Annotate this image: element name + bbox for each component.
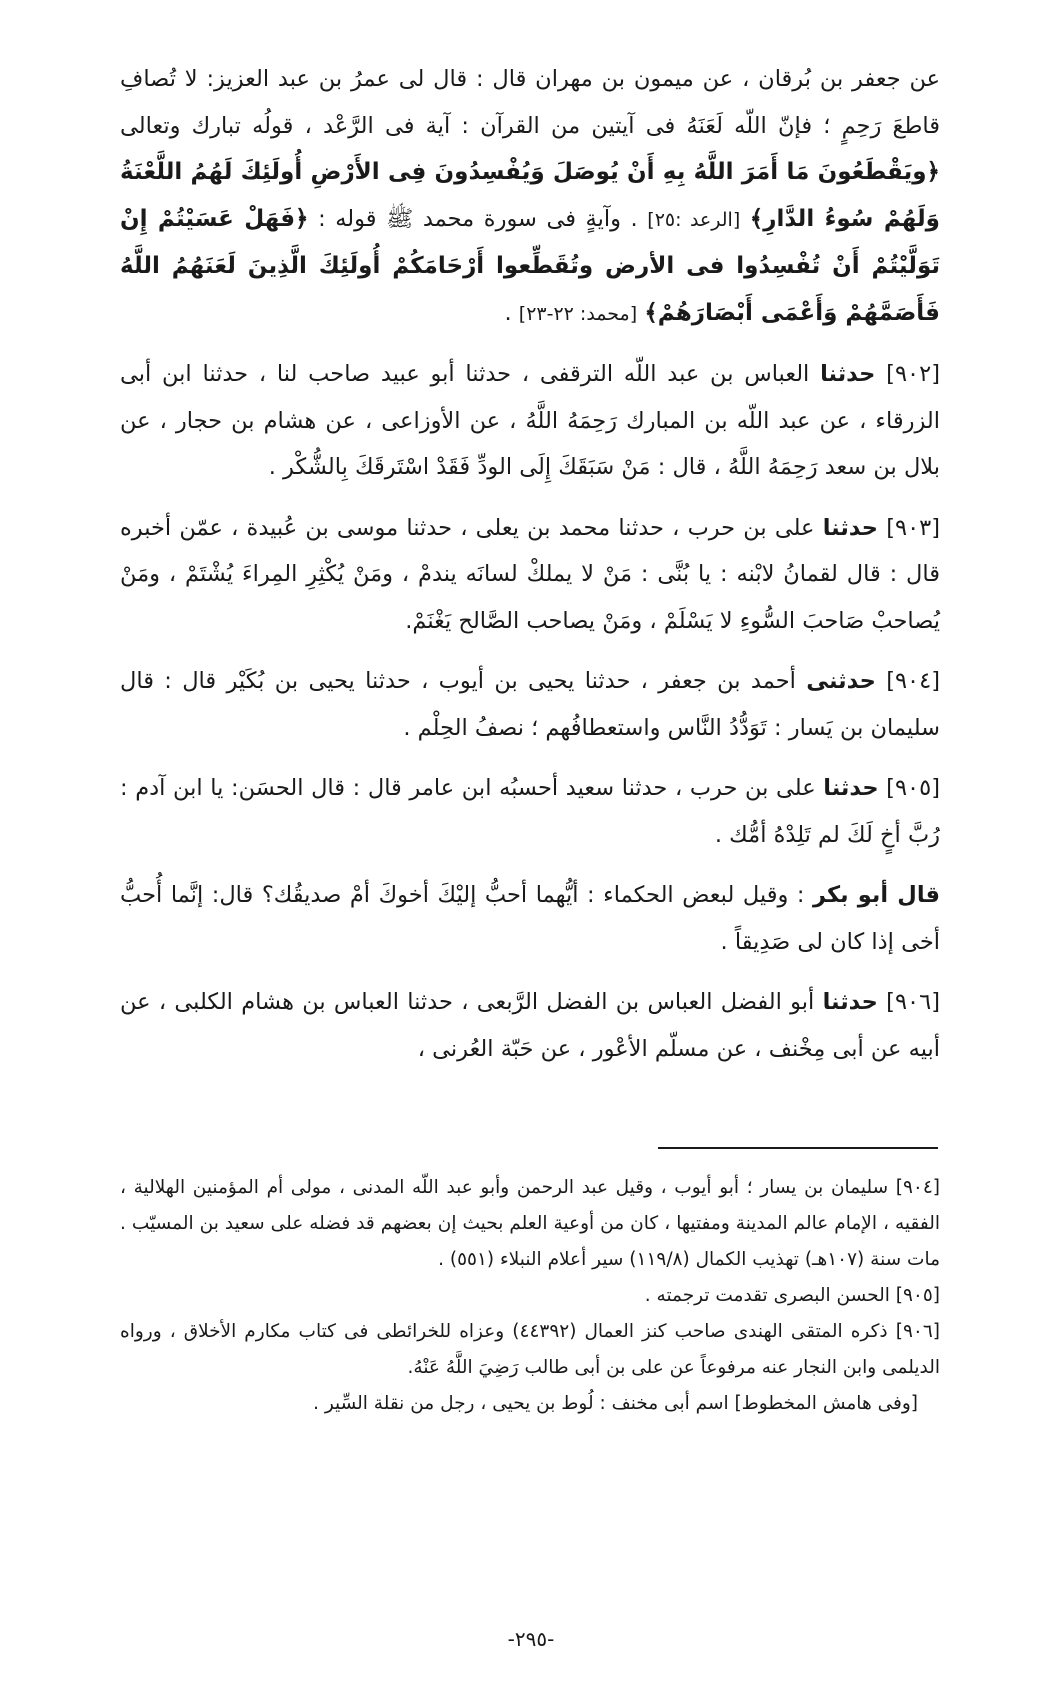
narration-number: [٩٠٥] [886, 775, 940, 801]
narration-lead: حدثنا [822, 514, 878, 541]
narration-text: : وقيل لبعض الحكماء : أيُّهما أحبُّ إليْكَ أخوكَ أمْ صديقُك؟ قال: إنَّما أُحبُّ أخى إذا كان لى صَدِيقاً . [120, 882, 940, 955]
narration-lead: حدثنا [822, 989, 878, 1015]
verse-ref-muhammad: [محمد: ٢٢-٢٣] [518, 302, 638, 325]
footnote-ref: [٩٠٥] [895, 1285, 940, 1306]
narration-number: [٩٠٢] [886, 361, 940, 387]
narration-lead: حدثنا [823, 775, 879, 801]
narration-903 [120, 505, 940, 645]
footnote-margin-note: [وفى هامش المخطوط] اسم أبى مخنف : لُوط بن يحيى ، رجل من نقلة السِّير . [313, 1393, 918, 1414]
quran-verse-muhammad: ﴿فَهَلْ عَسَيْتُمْ إِنْ تَوَلَّيْتُمْ أَنْ تُفْسِدُوا فى الأرض وتُقَطِّعوا أَرْحَامَكُمْ أُولَئِكَ الَّذِينَ لَعَنَهُمُ اللَّهُ فَأَصَمَّهُمْ وَأَعْمَى أَبْصَارَهُمْ﴾ [120, 205, 940, 326]
page-number: -٢٩٥- [507, 1627, 555, 1651]
narration-lead: قال أبو بكر [813, 882, 940, 908]
verse-ref-raad: [الرعد :٢٥] [647, 208, 741, 231]
narration-904 [120, 658, 940, 751]
narration-905 [120, 765, 940, 858]
narration-number: [٩٠٤] [886, 668, 941, 694]
footnote-906 [120, 1314, 940, 1422]
narration-number: [٩٠٣] [886, 514, 941, 541]
footnote-text: سليمان بن يسار ؛ أبو أيوب ، وقيل عبد الرحمن وأبو عبد اللّه المدنى ، مولى أم المؤمنين الهلالية ، الفقيه ، الإمام عالم المدينة ومفتيها ، كان من أوعية العلم بحيث إن بعضهم قد فضله على سعيد بن المسيّب . مات سنة (١٠٧هـ) تهذيب الكمال (١١٩/٨) سير أعلام النبلاء (٥٥١) . [120, 1177, 940, 1270]
narration-number: [٩٠٦] [886, 989, 940, 1015]
footnote-text: ذكره المتقى الهندى صاحب كنز العمال (٤٤٣٩٢) وعزاه للخرائطى فى كتاب مكارم الأخلاق ، ورواه الديلمى وابن النجار عنه مرفوعاً عن على بن أبى طالب رَضِيَ اللَّهُ عَنْهُ. [120, 1321, 940, 1378]
main-text [120, 56, 940, 1086]
narration-lead: حدثنى [806, 668, 876, 694]
footnote-904 [120, 1170, 940, 1278]
narration-text: أبو الفضل العباس بن الفضل الرَّبعى ، حدثنا العباس بن هشام الكلبى ، عن أبيه عن أبى مِخْنف ، عن مسلّم الأعْور ، عن حَبّة العُرنى ، [120, 989, 940, 1062]
quran-verse-raad: ﴿ويَقْطَعُونَ مَا أَمَرَ اللَّهُ بِهِ أَنْ يُوصَلَ وَيُفْسِدُونَ فِى الأَرْضِ أُولَئِكَ لَهُمُ اللَّعْنَةُ وَلَهُمْ سُوءُ الدَّارِ﴾ [120, 159, 940, 232]
footnote-ref: [٩٠٤] [895, 1177, 940, 1198]
footnote-text: الحسن البصرى تقدمت ترجمته . [644, 1285, 890, 1306]
narration-lead: حدثنا [820, 361, 876, 387]
intro-paragraph [120, 56, 940, 337]
narration-text: أحمد بن جعفر ، حدثنا يحيى بن أيوب ، حدثنا يحيى بن بُكَيْر قال : قال سليمان بن يَسار : تَوَدُّدُ النَّاس واستعطافُهم ؛ نصفُ الحِلْم . [120, 668, 940, 741]
footnote-ref: [٩٠٦] [895, 1321, 940, 1342]
footnote-divider [658, 1147, 938, 1149]
footnote-905 [120, 1278, 940, 1314]
intro-end: . [504, 299, 512, 326]
abu-bakr-saying [120, 872, 940, 965]
intro-text-2: . وآيةٍ فى سورة محمد ﷺ قوله : [318, 205, 638, 232]
narration-text: العباس بن عبد اللّه الترقفى ، حدثنا أبو عبيد صاحب لنا ، حدثنا ابن أبى الزرقاء ، عن عبد اللّه بن المبارك رَحِمَهُ اللَّهُ ، عن الأوزاعى ، عن هشام بن حجار ، عن بلال بن سعد رَحِمَهُ اللَّهُ ، قال : مَنْ سَبَقَكَ إِلَى الودِّ فَقَدْ اسْتَرقَكَ بِالشُّكْر . [120, 361, 940, 480]
narration-902 [120, 351, 940, 491]
narration-text: على بن حرب ، حدثنا سعيد أحسبُه ابن عامر قال : قال الحسَن: يا ابن آدم : رُبَّ أخٍ لَكَ لم تَلِدْهُ أمُّك . [120, 775, 940, 848]
narration-906 [120, 979, 940, 1072]
footnotes [120, 1170, 940, 1422]
intro-text-1: عن جعفر بن بُرقان ، عن ميمون بن مهران قال : قال لى عمرُ بن عبد العزيز: لا تُصافِ قاطعَ رَحِمٍ ؛ فإنّ اللّه لَعَنَهُ فى آيتين من القرآن : آية فى الرَّعْد ، قولُه تبارك وتعالى [120, 66, 940, 139]
narration-text: على بن حرب ، حدثنا محمد بن يعلى ، حدثنا موسى بن عُبيدة ، عمّن أخبره قال : قال لقمانُ لابْنه : يا بُنَّى : مَنْ لا يملكْ لسانَه يندمْ ، ومَنْ يُكْثِرِ المِراءَ يُشْتَمْ ، ومَنْ يُصاحبْ صَاحبَ السُّوءِ لا يَسْلَمْ ، ومَنْ يصاحب الصَّالح يَغْنَمْ. [120, 514, 940, 634]
